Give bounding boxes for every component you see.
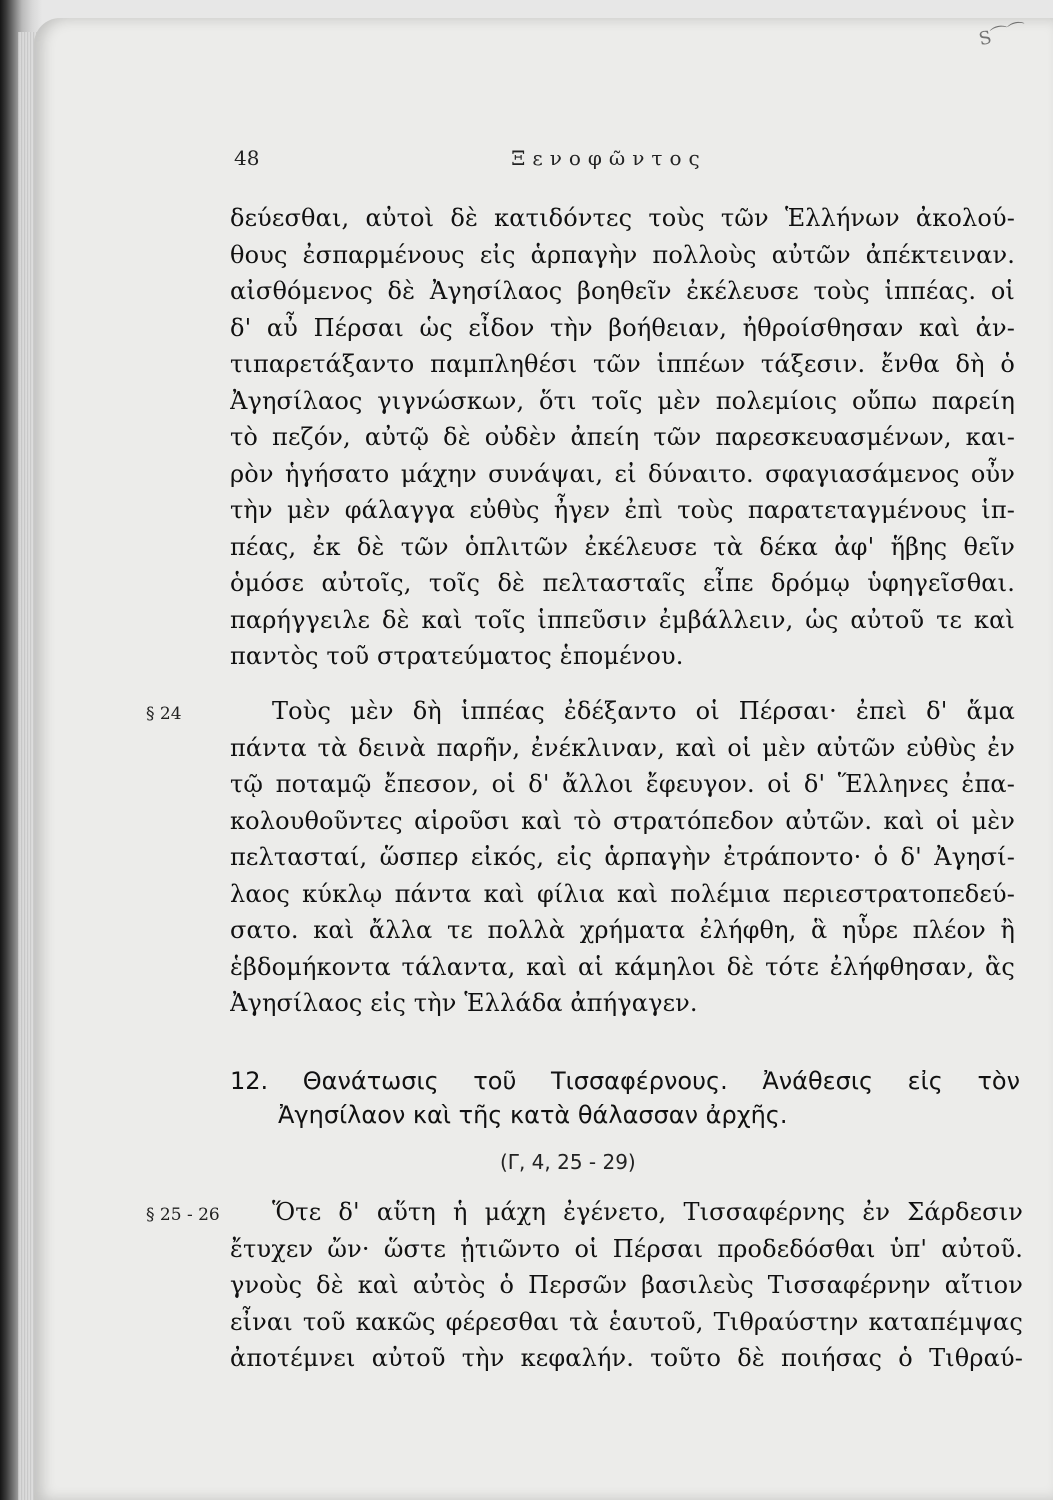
text-line: ἔτυχεν ὤν· ὥστε ᾐτιῶντο οἱ Πέρσαι προδεδόσθαι ὑπ' αὐτοῦ. (230, 1234, 1023, 1263)
text-line: ἀποτέμνει αὐτοῦ τὴν κεφαλήν. τοῦτο δὲ ποιήσας ὁ Τιθραύ- (230, 1344, 1023, 1372)
text-line: λαος κύκλῳ πάντα καὶ φίλια καὶ πολέμια περιεστρατοπεδεύ- (230, 879, 1015, 908)
text-line: ἑβδομήκοντα τάλαντα, καὶ αἱ κάμηλοι δὲ τότε ἐλήφθησαν, ἃς (230, 952, 1015, 981)
text-line: παντὸς τοῦ στρατεύματος ἑπομένου. (230, 642, 684, 670)
paragraph-2 (230, 693, 1015, 1022)
chapter-reference: (Γ, 4, 25 - 29) (500, 1150, 636, 1174)
text-line: Τοὺς μὲν δὴ ἱππέας ἐδέξαντο οἱ Πέρσαι· ἐπεὶ δ' ἅμα (272, 697, 1015, 725)
text-line: αἰσθόμενος δὲ Ἀγησίλαος βοηθεῖν ἐκέλευσε τοὺς ἱππέας. οἱ (230, 277, 1015, 305)
text-line: ρὸν ἡγήσατο μάχην συνάψαι, εἰ δύναιτο. σφαγιασάμενος οὖν (230, 459, 1015, 488)
text-line: τὴν μὲν φάλαγγα εὐθὺς ἦγεν ἐπὶ τοὺς παρατεταγμένους ἱπ- (230, 496, 1015, 524)
text-line: γνοὺς δὲ καὶ αὐτὸς ὁ Περσῶν βασιλεὺς Τισσαφέρνην αἴτιον (230, 1271, 1023, 1299)
text-line: πάντα τὰ δεινὰ παρῆν, ἐνέκλιναν, καὶ οἱ μὲν αὐτῶν εὐθὺς ἐν (230, 733, 1015, 762)
section-margin-note: § 24 (146, 704, 182, 724)
section-margin-note: § 25 - 26 (146, 1205, 220, 1225)
section-heading (230, 1064, 1020, 1132)
text-line: τὸ πεζόν, αὐτῷ δὲ οὐδὲν ἀπείη τῶν παρεσκευασμένων, και- (230, 423, 1015, 451)
text-line: πελτασταί, ὥσπερ εἰκός, εἰς ἁρπαγὴν ἐτράποντο· ὁ δ' Ἀγησί- (230, 843, 1015, 871)
text-line: εἶναι τοῦ κακῶς φέρεσθαι τὰ ἑαυτοῦ, Τιθραύστην καταπέμψας (230, 1307, 1023, 1336)
text-line: ὁμόσε αὐτοῖς, τοῖς δὲ πελτασταῖς εἶπε δρόμῳ ὑφηγεῖσθαι. (230, 569, 1015, 597)
text-line: δεύεσθαι, αὐτοὶ δὲ κατιδόντες τοὺς τῶν Ἑλλήνων ἀκολού- (230, 204, 1015, 232)
page-number: 48 (234, 146, 260, 170)
text-line: Ὅτε δ' αὕτη ἡ μάχη ἐγένετο, Τισσαφέρνης ἐν Σάρδεσιν (272, 1198, 1023, 1226)
text-line: δ' αὖ Πέρσαι ὡς εἶδον τὴν βοήθειαν, ἠθροίσθησαν καὶ ἀν- (230, 313, 1015, 342)
text-line: κολουθοῦντες αἱροῦσι καὶ τὸ στρατόπεδον αὐτῶν. καὶ οἱ μὲν (230, 806, 1015, 835)
section-heading-line: Ἀγησίλαον καὶ τῆς κατὰ θάλασσαν ἀρχῆς. (278, 1101, 788, 1129)
text-line: Ἀγησίλαος εἰς τὴν Ἑλλάδα ἀπήγαγεν. (230, 989, 698, 1017)
running-title: Ξενοφῶντος (511, 146, 707, 170)
text-line: τιπαρετάξαντο παμπληθέσι τῶν ἱππέων τάξεσιν. ἔνθα δὴ ὁ (230, 350, 1015, 378)
page-corner-mark: S ⌒ ⌒ (977, 20, 1026, 51)
text-line: θους ἐσπαρμένους εἰς ἁρπαγὴν πολλοὺς αὐτῶν ἀπέκτειναν. (230, 240, 1015, 269)
text-line: πέας, ἐκ δὲ τῶν ὁπλιτῶν ἐκέλευσε τὰ δέκα ἀφ' ἥβης θεῖν (230, 532, 1015, 561)
paragraph-3 (230, 1194, 1023, 1377)
text-line: σατο. καὶ ἄλλα τε πολλὰ χρήματα ἐλήφθη, ἃ ηὗρε πλέον ἢ (230, 916, 1015, 944)
text-line: τῷ ποταμῷ ἔπεσον, οἱ δ' ἄλλοι ἔφευγον. οἱ δ' Ἕλληνες ἐπα- (230, 770, 1015, 798)
text-line: Ἀγησίλαος γιγνώσκων, ὅτι τοῖς μὲν πολεμίοις οὔπω παρείη (230, 386, 1015, 415)
paragraph-1 (230, 200, 1015, 675)
page-header (234, 146, 1014, 182)
section-heading-line: 12. Θανάτωσις τοῦ Τισσαφέρνους. Ἀνάθεσις εἰς τὸν (230, 1067, 1020, 1095)
text-line: παρήγγειλε δὲ καὶ τοῖς ἱππεῦσιν ἐμβάλλειν, ὡς αὐτοῦ τε καὶ (230, 605, 1015, 634)
